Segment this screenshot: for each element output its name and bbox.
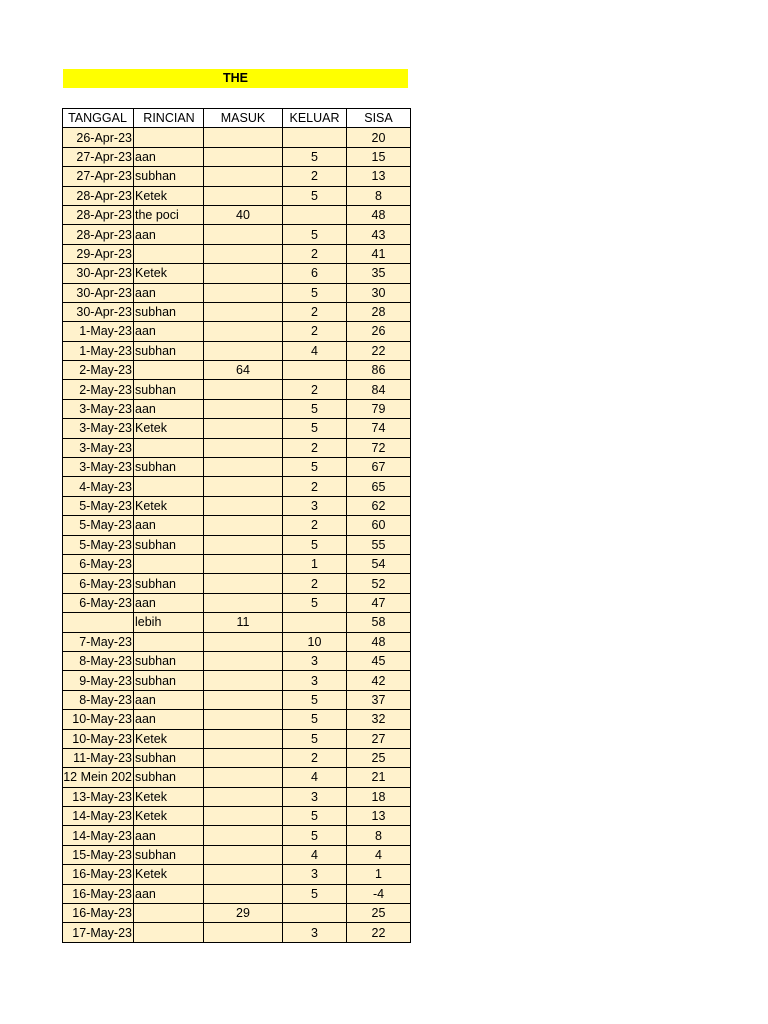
cell-masuk[interactable] bbox=[204, 710, 283, 729]
table-row bbox=[63, 341, 411, 360]
cell-keluar[interactable]: 5 bbox=[283, 186, 347, 205]
table-row bbox=[63, 516, 411, 535]
column-header-rincian[interactable]: RINCIAN bbox=[134, 109, 204, 128]
cell-tanggal[interactable]: 30-Apr-23 bbox=[63, 283, 134, 302]
cell-tanggal[interactable]: 16-May-23 bbox=[63, 904, 134, 923]
cell-keluar[interactable]: 2 bbox=[283, 322, 347, 341]
table-row bbox=[63, 458, 411, 477]
cell-sisa[interactable]: 21 bbox=[347, 768, 411, 787]
table-row bbox=[63, 283, 411, 302]
table-row bbox=[63, 264, 411, 283]
ledger-table bbox=[62, 108, 411, 943]
cell-sisa[interactable]: 8 bbox=[347, 826, 411, 845]
cell-sisa[interactable]: 8 bbox=[347, 186, 411, 205]
table-row bbox=[63, 554, 411, 573]
cell-rincian[interactable] bbox=[134, 923, 204, 942]
cell-rincian[interactable]: aan bbox=[134, 283, 204, 302]
cell-sisa[interactable]: 84 bbox=[347, 380, 411, 399]
cell-rincian[interactable] bbox=[134, 438, 204, 457]
cell-tanggal[interactable]: 9-May-23 bbox=[63, 671, 134, 690]
cell-rincian[interactable]: aan bbox=[134, 710, 204, 729]
cell-masuk[interactable] bbox=[204, 477, 283, 496]
cell-tanggal[interactable]: 1-May-23 bbox=[63, 341, 134, 360]
cell-masuk[interactable] bbox=[204, 535, 283, 554]
table-row bbox=[63, 923, 411, 942]
cell-tanggal[interactable]: 5-May-23 bbox=[63, 535, 134, 554]
table-row bbox=[63, 477, 411, 496]
cell-rincian[interactable]: Ketek bbox=[134, 419, 204, 438]
table-row bbox=[63, 690, 411, 709]
table-row bbox=[63, 361, 411, 380]
cell-keluar[interactable] bbox=[283, 128, 347, 147]
cell-keluar[interactable]: 10 bbox=[283, 632, 347, 651]
cell-sisa[interactable]: 27 bbox=[347, 729, 411, 748]
cell-sisa[interactable]: 60 bbox=[347, 516, 411, 535]
cell-sisa[interactable]: 13 bbox=[347, 167, 411, 186]
table-row bbox=[63, 128, 411, 147]
cell-tanggal[interactable]: 3-May-23 bbox=[63, 419, 134, 438]
cell-rincian[interactable]: Ketek bbox=[134, 729, 204, 748]
cell-sisa[interactable]: 4 bbox=[347, 845, 411, 864]
cell-rincian[interactable] bbox=[134, 477, 204, 496]
cell-masuk[interactable] bbox=[204, 167, 283, 186]
cell-rincian[interactable]: Ketek bbox=[134, 865, 204, 884]
cell-masuk[interactable] bbox=[204, 419, 283, 438]
cell-rincian[interactable]: Ketek bbox=[134, 807, 204, 826]
cell-keluar[interactable]: 2 bbox=[283, 748, 347, 767]
column-header-sisa[interactable]: SISA bbox=[347, 109, 411, 128]
cell-rincian[interactable]: subhan bbox=[134, 458, 204, 477]
table-row bbox=[63, 807, 411, 826]
cell-rincian[interactable] bbox=[134, 632, 204, 651]
table-row bbox=[63, 419, 411, 438]
table-row bbox=[63, 729, 411, 748]
cell-masuk[interactable] bbox=[204, 496, 283, 515]
cell-sisa[interactable]: 67 bbox=[347, 458, 411, 477]
cell-masuk[interactable] bbox=[204, 516, 283, 535]
cell-tanggal[interactable]: 12 Mein 202 bbox=[63, 768, 134, 787]
table-row bbox=[63, 710, 411, 729]
cell-keluar[interactable]: 5 bbox=[283, 419, 347, 438]
table-row bbox=[63, 244, 411, 263]
cell-sisa[interactable]: 25 bbox=[347, 904, 411, 923]
cell-tanggal[interactable]: 8-May-23 bbox=[63, 690, 134, 709]
cell-masuk[interactable]: 11 bbox=[204, 613, 283, 632]
cell-rincian[interactable]: aan bbox=[134, 826, 204, 845]
cell-masuk[interactable]: 64 bbox=[204, 361, 283, 380]
cell-sisa[interactable]: 79 bbox=[347, 399, 411, 418]
cell-keluar[interactable]: 2 bbox=[283, 302, 347, 321]
cell-rincian[interactable]: subhan bbox=[134, 574, 204, 593]
table-row bbox=[63, 632, 411, 651]
cell-sisa[interactable]: 72 bbox=[347, 438, 411, 457]
cell-sisa[interactable]: 86 bbox=[347, 361, 411, 380]
cell-rincian[interactable]: subhan bbox=[134, 341, 204, 360]
table-row bbox=[63, 496, 411, 515]
cell-sisa[interactable]: 41 bbox=[347, 244, 411, 263]
table-row bbox=[63, 904, 411, 923]
cell-sisa[interactable]: 47 bbox=[347, 593, 411, 612]
cell-keluar[interactable]: 2 bbox=[283, 477, 347, 496]
table-row bbox=[63, 147, 411, 166]
table-row bbox=[63, 671, 411, 690]
cell-tanggal[interactable]: 16-May-23 bbox=[63, 865, 134, 884]
cell-sisa[interactable]: 74 bbox=[347, 419, 411, 438]
cell-masuk[interactable] bbox=[204, 845, 283, 864]
cell-rincian[interactable]: aan bbox=[134, 399, 204, 418]
table-row bbox=[63, 865, 411, 884]
cell-tanggal[interactable]: 27-Apr-23 bbox=[63, 167, 134, 186]
cell-sisa[interactable]: 42 bbox=[347, 671, 411, 690]
table-row bbox=[63, 787, 411, 806]
cell-tanggal[interactable]: 3-May-23 bbox=[63, 438, 134, 457]
cell-masuk[interactable] bbox=[204, 923, 283, 942]
cell-rincian[interactable]: aan bbox=[134, 225, 204, 244]
cell-sisa[interactable]: 35 bbox=[347, 264, 411, 283]
cell-sisa[interactable]: 32 bbox=[347, 710, 411, 729]
cell-tanggal[interactable]: 11-May-23 bbox=[63, 748, 134, 767]
cell-masuk[interactable] bbox=[204, 690, 283, 709]
cell-masuk[interactable] bbox=[204, 147, 283, 166]
cell-tanggal[interactable]: 26-Apr-23 bbox=[63, 128, 134, 147]
cell-tanggal[interactable]: 4-May-23 bbox=[63, 477, 134, 496]
cell-sisa[interactable]: 30 bbox=[347, 283, 411, 302]
cell-tanggal[interactable]: 29-Apr-23 bbox=[63, 244, 134, 263]
table-row bbox=[63, 225, 411, 244]
table-row bbox=[63, 613, 411, 632]
cell-keluar[interactable]: 5 bbox=[283, 593, 347, 612]
cell-sisa[interactable]: -4 bbox=[347, 884, 411, 903]
cell-keluar[interactable]: 5 bbox=[283, 884, 347, 903]
cell-tanggal[interactable]: 1-May-23 bbox=[63, 322, 134, 341]
cell-keluar[interactable]: 3 bbox=[283, 651, 347, 670]
cell-tanggal[interactable]: 5-May-23 bbox=[63, 516, 134, 535]
cell-keluar[interactable]: 6 bbox=[283, 264, 347, 283]
cell-masuk[interactable] bbox=[204, 399, 283, 418]
cell-keluar[interactable] bbox=[283, 613, 347, 632]
cell-keluar[interactable]: 4 bbox=[283, 845, 347, 864]
cell-rincian[interactable] bbox=[134, 554, 204, 573]
cell-tanggal[interactable]: 14-May-23 bbox=[63, 826, 134, 845]
cell-masuk[interactable] bbox=[204, 438, 283, 457]
cell-masuk[interactable] bbox=[204, 225, 283, 244]
cell-tanggal[interactable]: 16-May-23 bbox=[63, 884, 134, 903]
cell-keluar[interactable]: 3 bbox=[283, 496, 347, 515]
cell-keluar[interactable]: 2 bbox=[283, 516, 347, 535]
cell-tanggal[interactable] bbox=[63, 613, 134, 632]
table-row bbox=[63, 322, 411, 341]
table-row bbox=[63, 826, 411, 845]
cell-masuk[interactable] bbox=[204, 729, 283, 748]
table-row bbox=[63, 535, 411, 554]
cell-rincian[interactable]: subhan bbox=[134, 671, 204, 690]
cell-sisa[interactable]: 28 bbox=[347, 302, 411, 321]
cell-rincian[interactable]: aan bbox=[134, 147, 204, 166]
cell-sisa[interactable]: 43 bbox=[347, 225, 411, 244]
cell-tanggal[interactable]: 28-Apr-23 bbox=[63, 205, 134, 224]
cell-masuk[interactable] bbox=[204, 458, 283, 477]
cell-masuk[interactable] bbox=[204, 865, 283, 884]
cell-masuk[interactable] bbox=[204, 884, 283, 903]
cell-rincian[interactable] bbox=[134, 361, 204, 380]
cell-masuk[interactable]: 29 bbox=[204, 904, 283, 923]
cell-masuk[interactable] bbox=[204, 632, 283, 651]
cell-rincian[interactable]: Ketek bbox=[134, 496, 204, 515]
cell-sisa[interactable]: 15 bbox=[347, 147, 411, 166]
cell-rincian[interactable]: aan bbox=[134, 516, 204, 535]
cell-tanggal[interactable]: 3-May-23 bbox=[63, 458, 134, 477]
cell-sisa[interactable]: 54 bbox=[347, 554, 411, 573]
cell-keluar[interactable]: 3 bbox=[283, 671, 347, 690]
cell-rincian[interactable]: aan bbox=[134, 322, 204, 341]
cell-tanggal[interactable]: 15-May-23 bbox=[63, 845, 134, 864]
table-row bbox=[63, 748, 411, 767]
cell-masuk[interactable] bbox=[204, 671, 283, 690]
cell-sisa[interactable]: 55 bbox=[347, 535, 411, 554]
cell-rincian[interactable]: subhan bbox=[134, 167, 204, 186]
cell-keluar[interactable]: 4 bbox=[283, 768, 347, 787]
cell-keluar[interactable] bbox=[283, 361, 347, 380]
cell-keluar[interactable]: 5 bbox=[283, 807, 347, 826]
cell-keluar[interactable] bbox=[283, 904, 347, 923]
cell-tanggal[interactable]: 10-May-23 bbox=[63, 729, 134, 748]
cell-rincian[interactable]: subhan bbox=[134, 845, 204, 864]
cell-keluar[interactable]: 3 bbox=[283, 923, 347, 942]
table-row bbox=[63, 845, 411, 864]
table-row bbox=[63, 380, 411, 399]
cell-tanggal[interactable]: 10-May-23 bbox=[63, 710, 134, 729]
cell-masuk[interactable] bbox=[204, 380, 283, 399]
cell-tanggal[interactable]: 30-Apr-23 bbox=[63, 302, 134, 321]
cell-rincian[interactable]: aan bbox=[134, 884, 204, 903]
cell-keluar[interactable]: 2 bbox=[283, 438, 347, 457]
cell-keluar[interactable]: 2 bbox=[283, 380, 347, 399]
cell-masuk[interactable] bbox=[204, 264, 283, 283]
cell-sisa[interactable]: 65 bbox=[347, 477, 411, 496]
cell-tanggal[interactable]: 30-Apr-23 bbox=[63, 264, 134, 283]
cell-sisa[interactable]: 22 bbox=[347, 341, 411, 360]
cell-rincian[interactable]: aan bbox=[134, 690, 204, 709]
table-row bbox=[63, 205, 411, 224]
cell-rincian[interactable]: Ketek bbox=[134, 787, 204, 806]
cell-masuk[interactable] bbox=[204, 322, 283, 341]
ledger-body bbox=[63, 128, 411, 942]
cell-masuk[interactable] bbox=[204, 128, 283, 147]
cell-rincian[interactable]: subhan bbox=[134, 535, 204, 554]
table-row bbox=[63, 884, 411, 903]
cell-masuk[interactable] bbox=[204, 807, 283, 826]
cell-rincian[interactable]: aan bbox=[134, 593, 204, 612]
cell-masuk[interactable] bbox=[204, 768, 283, 787]
cell-masuk[interactable] bbox=[204, 341, 283, 360]
column-header-tanggal[interactable]: TANGGAL bbox=[63, 109, 134, 128]
sheet-title: THE bbox=[63, 69, 408, 88]
cell-masuk[interactable] bbox=[204, 186, 283, 205]
cell-rincian[interactable]: lebih bbox=[134, 613, 204, 632]
cell-tanggal[interactable]: 8-May-23 bbox=[63, 651, 134, 670]
cell-tanggal[interactable]: 7-May-23 bbox=[63, 632, 134, 651]
cell-rincian[interactable]: subhan bbox=[134, 380, 204, 399]
cell-keluar[interactable]: 5 bbox=[283, 826, 347, 845]
cell-rincian[interactable]: Ketek bbox=[134, 264, 204, 283]
cell-sisa[interactable]: 25 bbox=[347, 748, 411, 767]
cell-keluar[interactable]: 2 bbox=[283, 167, 347, 186]
cell-masuk[interactable] bbox=[204, 574, 283, 593]
cell-keluar[interactable]: 3 bbox=[283, 787, 347, 806]
cell-rincian[interactable] bbox=[134, 128, 204, 147]
cell-masuk[interactable] bbox=[204, 748, 283, 767]
cell-keluar[interactable] bbox=[283, 205, 347, 224]
cell-sisa[interactable]: 22 bbox=[347, 923, 411, 942]
cell-keluar[interactable]: 5 bbox=[283, 729, 347, 748]
cell-tanggal[interactable]: 17-May-23 bbox=[63, 923, 134, 942]
cell-keluar[interactable]: 5 bbox=[283, 147, 347, 166]
cell-masuk[interactable] bbox=[204, 244, 283, 263]
table-row bbox=[63, 768, 411, 787]
cell-masuk[interactable]: 40 bbox=[204, 205, 283, 224]
table-row bbox=[63, 574, 411, 593]
table-row bbox=[63, 651, 411, 670]
cell-keluar[interactable]: 3 bbox=[283, 865, 347, 884]
table-row bbox=[63, 593, 411, 612]
cell-keluar[interactable]: 5 bbox=[283, 535, 347, 554]
table-row bbox=[63, 438, 411, 457]
cell-masuk[interactable] bbox=[204, 302, 283, 321]
cell-tanggal[interactable]: 13-May-23 bbox=[63, 787, 134, 806]
cell-tanggal[interactable]: 6-May-23 bbox=[63, 574, 134, 593]
cell-tanggal[interactable]: 27-Apr-23 bbox=[63, 147, 134, 166]
cell-tanggal[interactable]: 2-May-23 bbox=[63, 380, 134, 399]
cell-sisa[interactable]: 48 bbox=[347, 205, 411, 224]
cell-tanggal[interactable]: 6-May-23 bbox=[63, 554, 134, 573]
cell-rincian[interactable]: the poci bbox=[134, 205, 204, 224]
cell-masuk[interactable] bbox=[204, 651, 283, 670]
cell-tanggal[interactable]: 5-May-23 bbox=[63, 496, 134, 515]
cell-sisa[interactable]: 1 bbox=[347, 865, 411, 884]
cell-tanggal[interactable]: 2-May-23 bbox=[63, 361, 134, 380]
header-row bbox=[63, 109, 411, 128]
cell-keluar[interactable]: 5 bbox=[283, 283, 347, 302]
cell-sisa[interactable]: 37 bbox=[347, 690, 411, 709]
cell-masuk[interactable] bbox=[204, 593, 283, 612]
cell-rincian[interactable] bbox=[134, 244, 204, 263]
cell-keluar[interactable]: 5 bbox=[283, 399, 347, 418]
cell-sisa[interactable]: 45 bbox=[347, 651, 411, 670]
cell-keluar[interactable]: 5 bbox=[283, 710, 347, 729]
column-header-masuk[interactable]: MASUK bbox=[204, 109, 283, 128]
cell-rincian[interactable]: subhan bbox=[134, 768, 204, 787]
cell-keluar[interactable]: 5 bbox=[283, 690, 347, 709]
cell-sisa[interactable]: 26 bbox=[347, 322, 411, 341]
cell-tanggal[interactable]: 3-May-23 bbox=[63, 399, 134, 418]
table-row bbox=[63, 399, 411, 418]
cell-rincian[interactable]: Ketek bbox=[134, 186, 204, 205]
table-row bbox=[63, 167, 411, 186]
cell-tanggal[interactable]: 6-May-23 bbox=[63, 593, 134, 612]
cell-sisa[interactable]: 52 bbox=[347, 574, 411, 593]
cell-masuk[interactable] bbox=[204, 283, 283, 302]
cell-rincian[interactable]: subhan bbox=[134, 302, 204, 321]
cell-masuk[interactable] bbox=[204, 787, 283, 806]
cell-keluar[interactable]: 2 bbox=[283, 244, 347, 263]
column-header-keluar[interactable]: KELUAR bbox=[283, 109, 347, 128]
table-row bbox=[63, 302, 411, 321]
cell-keluar[interactable]: 4 bbox=[283, 341, 347, 360]
cell-sisa[interactable]: 62 bbox=[347, 496, 411, 515]
cell-sisa[interactable]: 58 bbox=[347, 613, 411, 632]
cell-rincian[interactable] bbox=[134, 904, 204, 923]
cell-rincian[interactable]: subhan bbox=[134, 651, 204, 670]
cell-sisa[interactable]: 48 bbox=[347, 632, 411, 651]
cell-tanggal[interactable]: 14-May-23 bbox=[63, 807, 134, 826]
cell-keluar[interactable]: 5 bbox=[283, 458, 347, 477]
cell-tanggal[interactable]: 28-Apr-23 bbox=[63, 186, 134, 205]
cell-sisa[interactable]: 13 bbox=[347, 807, 411, 826]
table-row bbox=[63, 186, 411, 205]
cell-masuk[interactable] bbox=[204, 554, 283, 573]
cell-sisa[interactable]: 18 bbox=[347, 787, 411, 806]
cell-keluar[interactable]: 5 bbox=[283, 225, 347, 244]
cell-rincian[interactable]: subhan bbox=[134, 748, 204, 767]
cell-keluar[interactable]: 1 bbox=[283, 554, 347, 573]
cell-sisa[interactable]: 20 bbox=[347, 128, 411, 147]
cell-masuk[interactable] bbox=[204, 826, 283, 845]
cell-keluar[interactable]: 2 bbox=[283, 574, 347, 593]
cell-tanggal[interactable]: 28-Apr-23 bbox=[63, 225, 134, 244]
